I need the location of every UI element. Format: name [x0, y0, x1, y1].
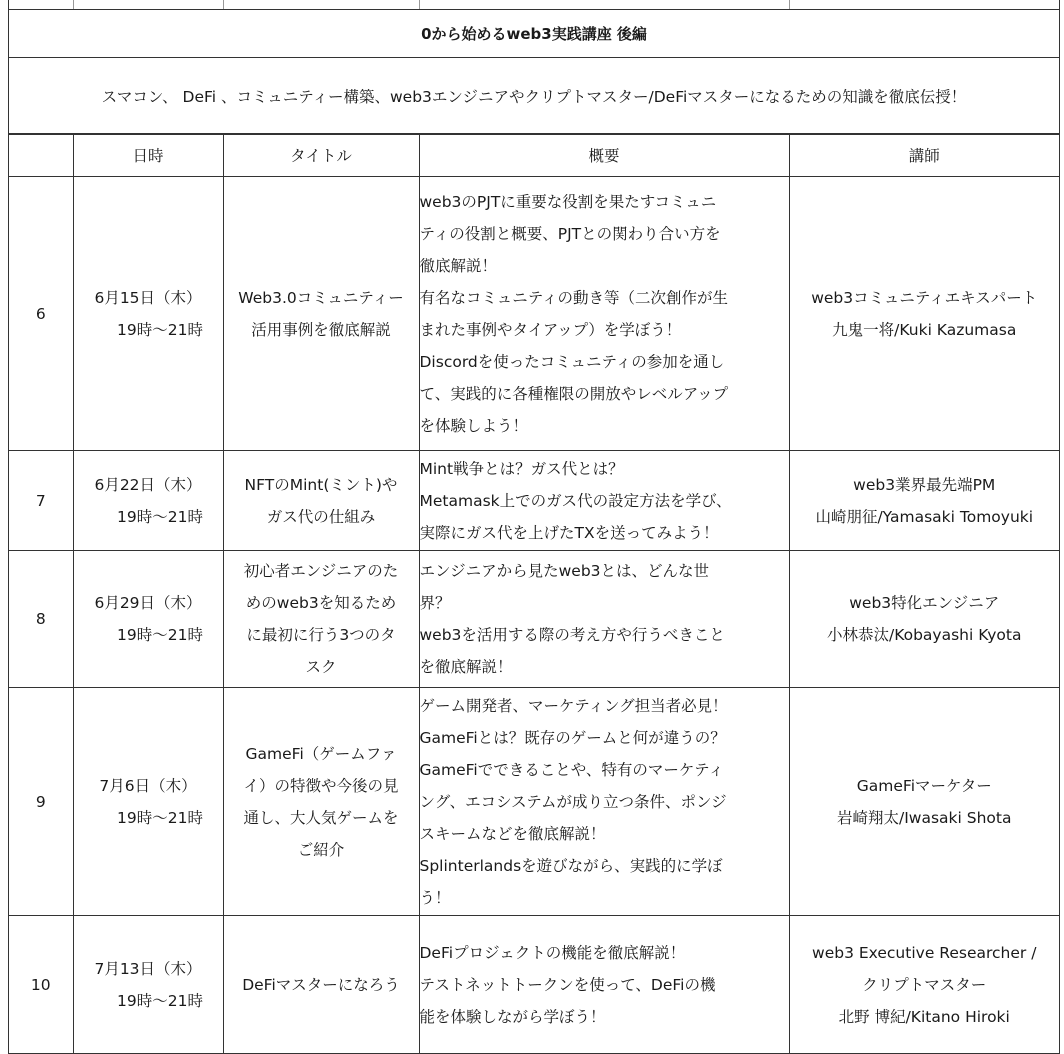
row-number: 9 — [9, 688, 73, 916]
summary-line: て、実践的に各種権限の開放やレベルアップ — [419, 384, 729, 403]
strip-divider — [223, 0, 224, 9]
row-instructor — [789, 451, 1059, 551]
title-line: Web3.0コミュニティー — [238, 288, 404, 307]
strip-divider — [789, 0, 790, 9]
summary-line: 能を体験しながら学ぼう！ — [419, 1007, 606, 1026]
header-summary: 概要 — [419, 135, 789, 177]
row-instructor — [789, 177, 1059, 451]
summary-line: Mint戦争とは？ガス代とは？ — [419, 459, 624, 478]
time-text: 19時〜21時 — [117, 808, 203, 827]
summary-line: ゲーム開発者、マーケティング担当者必見！ — [419, 696, 728, 715]
page-title: 0から始めるweb3実践講座 後編 — [9, 9, 1059, 58]
table-row — [9, 451, 1059, 551]
strip-divider — [73, 0, 74, 9]
summary-line: DeFiプロジェクトの機能を徹底解説！ — [419, 943, 686, 962]
instructor-line: web3業界最先端PM — [853, 475, 996, 494]
row-summary — [419, 177, 789, 451]
header-date: 日時 — [73, 135, 223, 177]
schedule-table — [9, 134, 1059, 1054]
strip-divider — [419, 0, 420, 9]
row-summary — [419, 451, 789, 551]
title-line: 初心者エンジニアのた — [243, 562, 399, 580]
instructor-line: GameFiマーケター — [856, 776, 992, 795]
row-date — [73, 451, 223, 551]
row-number: 8 — [9, 551, 73, 688]
instructor-line: web3 Executive Researcher / — [812, 943, 1037, 962]
instructor-line: 山崎朋征/Yamasaki Tomoyuki — [815, 507, 1034, 526]
summary-line: ティの役割と概要、PJTとの関わり合い方を — [419, 224, 721, 243]
title-line: ご紹介 — [297, 840, 345, 859]
header-no — [9, 135, 73, 177]
page-subtitle: スマコン、 DeFi 、コミュニティー構築、web3エンジニアやクリプトマスター/DeFiマスターになるための知識を徹底伝授！ — [9, 58, 1059, 134]
instructor-line: 北野 博紀/Kitano Hiroki — [838, 1007, 1010, 1026]
row-title — [223, 451, 419, 551]
course-sheet — [8, 0, 1060, 1054]
summary-line: エンジニアから見たweb3とは、どんな世 — [419, 562, 710, 580]
table-row — [9, 688, 1059, 916]
summary-line: を体験しよう！ — [419, 416, 529, 435]
title-line: スク — [305, 658, 337, 676]
instructor-line: web3コミュニティエキスパート — [811, 288, 1038, 307]
row-number: 10 — [9, 916, 73, 1054]
row-date — [73, 688, 223, 916]
title-line: めのweb3を知るため — [245, 594, 397, 612]
date-text: 7月13日（木） — [94, 959, 202, 978]
summary-line: GameFiとは？既存のゲームと何が違うの？ — [419, 728, 726, 747]
table-row — [9, 916, 1059, 1054]
time-text: 19時〜21時 — [117, 320, 203, 339]
summary-line: を徹底解説！ — [419, 658, 513, 676]
row-title — [223, 688, 419, 916]
header-instructor: 講師 — [789, 135, 1059, 177]
summary-line: まれた事例やタイアップ）を学ぼう！ — [419, 320, 682, 339]
row-instructor — [789, 916, 1059, 1054]
time-text: 19時〜21時 — [117, 991, 203, 1010]
row-title — [223, 177, 419, 451]
title-line: に最初に行う3つのタ — [246, 626, 396, 644]
row-number: 6 — [9, 177, 73, 451]
date-text: 7月6日（木） — [99, 776, 197, 795]
instructor-line: 岩崎翔太/Iwasaki Shota — [837, 808, 1012, 827]
row-date — [73, 177, 223, 451]
summary-line: web3を活用する際の考え方や行うべきこと — [419, 626, 725, 644]
header-row — [9, 135, 1059, 177]
instructor-line: 小林恭汰/Kobayashi Kyota — [826, 626, 1022, 644]
summary-line: う！ — [419, 888, 451, 907]
top-strip — [9, 0, 1059, 9]
summary-line: GameFiでできることや、特有のマーケティ — [419, 760, 724, 779]
row-summary — [419, 916, 789, 1054]
title-line: 活用事例を徹底解説 — [251, 320, 391, 339]
summary-line: Metamask上でのガス代の設定方法を学び、 — [419, 491, 732, 510]
row-summary — [419, 688, 789, 916]
row-instructor — [789, 688, 1059, 916]
summary-line: 実際にガス代を上げたTXを送ってみよう！ — [419, 523, 719, 542]
row-summary — [419, 551, 789, 688]
title-line: GameFi（ゲームファ — [245, 744, 397, 763]
summary-line: スキームなどを徹底解説！ — [419, 824, 606, 843]
date-text: 6月29日（木） — [94, 594, 202, 612]
title-line: NFTのMint(ミント)や — [244, 475, 398, 494]
row-instructor — [789, 551, 1059, 688]
time-text: 19時〜21時 — [117, 507, 203, 526]
instructor-line: クリプトマスター — [862, 975, 987, 994]
summary-line: web3のPJTに重要な役割を果たすコミュニ — [419, 192, 717, 211]
title-line: イ）の特徴や今後の見 — [243, 776, 399, 795]
row-title — [223, 916, 419, 1054]
title-line: DeFiマスターになろう — [242, 975, 400, 994]
summary-line: テストネットトークンを使って、DeFiの機 — [419, 975, 716, 994]
summary-line: ング、エコシステムが成り立つ条件、ポンジ — [419, 792, 727, 811]
summary-line: 界？ — [419, 594, 451, 612]
table-row — [9, 551, 1059, 688]
title-line: 通し、大人気ゲームを — [243, 808, 399, 827]
date-text: 6月22日（木） — [94, 475, 202, 494]
summary-line: 有名なコミュニティの動き等（二次創作が生 — [419, 288, 728, 307]
instructor-line: web3特化エンジニア — [849, 594, 1000, 612]
time-text: 19時〜21時 — [117, 626, 203, 644]
title-line: ガス代の仕組み — [266, 507, 376, 526]
summary-line: 徹底解説！ — [419, 256, 498, 275]
row-date — [73, 916, 223, 1054]
instructor-line: 九鬼一将/Kuki Kazumasa — [832, 320, 1017, 339]
summary-line: Splinterlandsを遊びながら、実践的に学ぼ — [419, 856, 723, 875]
summary-line: Discordを使ったコミュニティの参加を通し — [419, 352, 725, 371]
header-title: タイトル — [223, 135, 419, 177]
table-row — [9, 177, 1059, 451]
date-text: 6月15日（木） — [94, 288, 202, 307]
row-number: 7 — [9, 451, 73, 551]
row-date — [73, 551, 223, 688]
row-title — [223, 551, 419, 688]
